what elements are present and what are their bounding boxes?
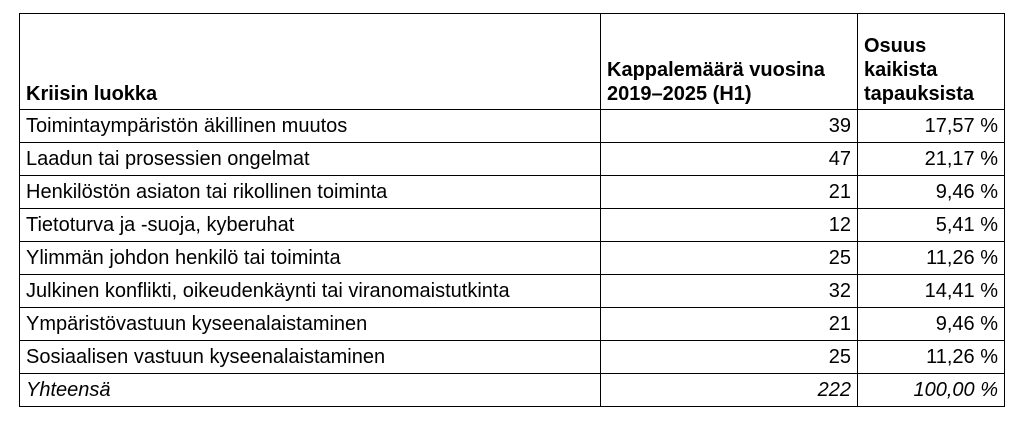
header-share: Osuus kaikista tapauksista: [858, 14, 1005, 110]
table-row: [20, 110, 1005, 143]
row-count: 21: [601, 308, 858, 341]
total-share: 100,00 %: [858, 374, 1005, 407]
total-count: 222: [601, 374, 858, 407]
row-category: Henkilöstön asiaton tai rikollinen toiminta: [20, 176, 601, 209]
row-count: 39: [601, 110, 858, 143]
row-share: 14,41 %: [858, 275, 1005, 308]
table-row: [20, 308, 1005, 341]
row-category: Laadun tai prosessien ongelmat: [20, 143, 601, 176]
row-count: 25: [601, 341, 858, 374]
row-share: 21,17 %: [858, 143, 1005, 176]
row-share: 5,41 %: [858, 209, 1005, 242]
row-count: 32: [601, 275, 858, 308]
table-row: [20, 209, 1005, 242]
row-category: Tietoturva ja -suoja, kyberuhat: [20, 209, 601, 242]
row-count: 12: [601, 209, 858, 242]
row-category: Ympäristövastuun kyseenalaistaminen: [20, 308, 601, 341]
table-row: [20, 143, 1005, 176]
row-category: Julkinen konflikti, oikeudenkäynti tai viranomaistutkinta: [20, 275, 601, 308]
table-row: [20, 275, 1005, 308]
row-share: 11,26 %: [858, 341, 1005, 374]
row-category: Sosiaalisen vastuun kyseenalaistaminen: [20, 341, 601, 374]
row-share: 11,26 %: [858, 242, 1005, 275]
table-total-row: [20, 374, 1005, 407]
row-category: Toimintaympäristön äkillinen muutos: [20, 110, 601, 143]
crisis-category-table: [19, 13, 1005, 407]
row-count: 47: [601, 143, 858, 176]
total-label: Yhteensä: [20, 374, 601, 407]
header-category: Kriisin luokka: [20, 14, 601, 110]
row-count: 25: [601, 242, 858, 275]
table-row: [20, 242, 1005, 275]
row-count: 21: [601, 176, 858, 209]
row-share: 17,57 %: [858, 110, 1005, 143]
row-category: Ylimmän johdon henkilö tai toiminta: [20, 242, 601, 275]
row-share: 9,46 %: [858, 176, 1005, 209]
header-count: Kappalemäärä vuosina 2019–2025 (H1): [601, 14, 858, 110]
row-share: 9,46 %: [858, 308, 1005, 341]
table-header-row: [20, 14, 1005, 110]
table-row: [20, 176, 1005, 209]
table-row: [20, 341, 1005, 374]
